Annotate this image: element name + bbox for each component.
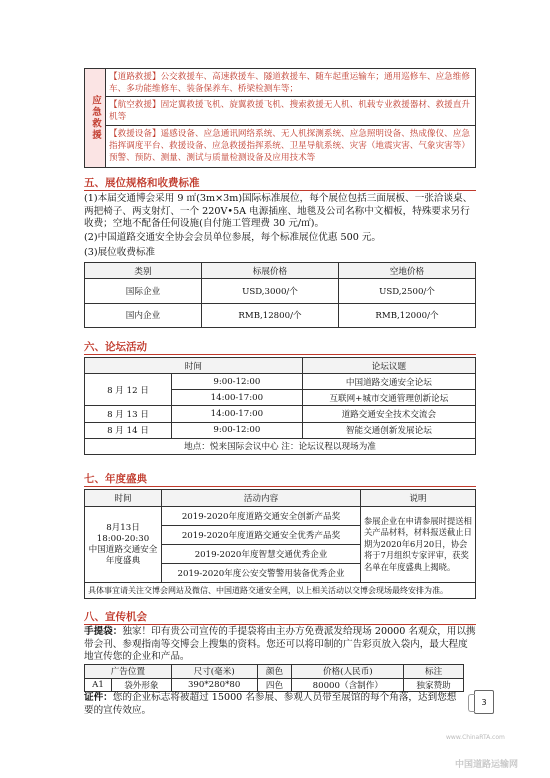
ceremony-header-time: 时间 bbox=[85, 490, 162, 507]
forum-header-topic: 论坛议题 bbox=[302, 358, 475, 374]
watermark: 中国道路运输网 bbox=[455, 760, 519, 770]
cert-paragraph bbox=[84, 692, 464, 717]
ceremony-table bbox=[84, 489, 476, 599]
bag-paragraph bbox=[84, 626, 476, 664]
ad-header-price: 价格(人民币) bbox=[292, 665, 404, 679]
forum-time: 9:00-12:00 bbox=[172, 422, 303, 438]
ad-header-position: 广告位置 bbox=[85, 665, 172, 679]
ad-remark: 独家赞助 bbox=[404, 678, 464, 692]
price-header-space: 空地价格 bbox=[339, 263, 476, 279]
price-header-standard: 标展价格 bbox=[202, 263, 339, 279]
ceremony-footer: 具体事宜请关注交博会网站及微信、中国道路交通安全网，以上相关活动以交博会现场最终安排为准。 bbox=[85, 583, 476, 599]
ad-color: 四色 bbox=[257, 678, 292, 692]
ad-header-color: 颜色 bbox=[257, 665, 292, 679]
section5-paragraph-2: (2)中国道路交通安全协会会员单位参展，每个标准展位优惠 500 元。 bbox=[84, 232, 382, 243]
price-header-category: 类别 bbox=[85, 263, 202, 279]
ceremony-header-note: 说明 bbox=[361, 490, 476, 507]
ad-price: 80000（含制作） bbox=[292, 678, 404, 692]
page-number: 3 bbox=[474, 690, 494, 714]
ad-header-size: 尺寸(毫米) bbox=[171, 665, 257, 679]
bag-text: 独家！印有贵公司宣传的手提袋将由主办方免费派发给现场 20000 名观众，用以携带会刊、参观指南等交博会上搜集的资料。您还可以将印制的广告彩页放入袋内，最大程度地宣传您的企业和产品。 bbox=[84, 626, 476, 663]
forum-topic: 互联网+城市交通管理创新论坛 bbox=[302, 390, 475, 406]
forum-topic: 道路交通安全技术交流会 bbox=[302, 406, 475, 422]
ad-table bbox=[84, 664, 464, 692]
rescue-line-air: 【航空救援】固定翼救援飞机、旋翼救援飞机、搜索救援无人机、机载专业救援器材、救援直升机等 bbox=[106, 97, 476, 125]
price-row-standard: USD,3000/个 bbox=[202, 279, 339, 304]
ad-header-remark: 标注 bbox=[404, 665, 464, 679]
ceremony-time: 8月13日 18:00-20:30 中国道路交通安全年度盛典 bbox=[85, 506, 162, 582]
cert-label: 证件： bbox=[84, 692, 113, 703]
section6-rule bbox=[84, 354, 476, 355]
ad-size: 390*280*80 bbox=[171, 678, 257, 692]
forum-time: 14:00-17:00 bbox=[172, 390, 303, 406]
section5-paragraph-1: (1)本届交通博会采用 9 ㎡(3m×3m)国际标准展位，每个展位包括三面展板、一张洽谈桌、两把椅子、两支射灯、一个 220V•5A 电源插座、地毯及公司名称中文楣板，特殊要求另行收费；空地不配备任何设施(自付施工管理费 30 元/㎡)。 bbox=[84, 193, 473, 230]
forum-topic: 中国道路交通安全论坛 bbox=[302, 374, 475, 390]
forum-time: 14:00-17:00 bbox=[172, 406, 303, 422]
section7-rule bbox=[84, 486, 476, 487]
ceremony-note: 参展企业在申请参展时提送相关产品材料，材料报送截止日期为2020年6月20日，协会将于7月组织专家评审，获奖名单在年度盛典上揭晓。 bbox=[361, 506, 476, 582]
section8-title: 八、宣传机会 bbox=[84, 611, 147, 623]
rescue-line-equipment: 【救援设备】遥感设备、应急通讯网络系统、无人机探测系统、应急照明设备、热成像仪、应急指挥调度平台、救援设备、应急救援指挥系统、卫星导航系统、灾害（地震灾害、气象灾害等）预警、预防、测量、测试与质量检测设备及应用技术等 bbox=[106, 125, 476, 167]
ceremony-item: 2019-2020年度公安交警警用装备优秀企业 bbox=[162, 564, 361, 583]
side-watermark: www.ChinaRTA.com bbox=[446, 734, 505, 741]
forum-topic: 智能交通创新发展论坛 bbox=[302, 422, 475, 438]
rescue-table bbox=[84, 68, 476, 168]
ceremony-item: 2019-2020年度道路交通安全创新产品奖 bbox=[162, 506, 361, 525]
ceremony-header-content: 活动内容 bbox=[162, 490, 361, 507]
cert-text: 您的企业标志将被超过 15000 名参展、参观人员带至展馆的每个角落，达到您想要的宣传效应。 bbox=[84, 692, 457, 716]
price-table bbox=[84, 262, 476, 328]
ceremony-item: 2019-2020年度智慧交通优秀企业 bbox=[162, 545, 361, 564]
forum-date: 8 月 14 日 bbox=[85, 422, 172, 438]
forum-time: 9:00-12:00 bbox=[172, 374, 303, 390]
section6-title: 六、论坛活动 bbox=[84, 341, 147, 353]
section8-rule bbox=[84, 624, 476, 625]
price-row-standard: RMB,12800/个 bbox=[202, 303, 339, 328]
forum-date: 8 月 12 日 bbox=[85, 374, 172, 406]
section7-title: 七、年度盛典 bbox=[84, 473, 147, 485]
forum-table bbox=[84, 357, 476, 455]
rescue-line-road: 【道路救援】公交救援车、高速救援车、隧道救援车、随车起重运输车；通用巡修车、应急维修车、多功能维修车、装备保养车、桥梁检测车等； bbox=[106, 69, 476, 97]
ceremony-item: 2019-2020年度道路交通安全优秀产品奖 bbox=[162, 526, 361, 545]
section5-paragraph-3: (3)展位收费标准 bbox=[84, 247, 156, 258]
ad-position: 袋外形象 bbox=[111, 678, 171, 692]
bag-label: 手提袋： bbox=[84, 626, 123, 637]
forum-date: 8 月 13 日 bbox=[85, 406, 172, 422]
price-row-space: RMB,12000/个 bbox=[339, 303, 476, 328]
forum-footer: 地点：悦来国际会议中心 注：论坛议程以现场为准 bbox=[85, 438, 476, 454]
ad-code: A1 bbox=[85, 678, 112, 692]
price-row-category: 国内企业 bbox=[85, 303, 202, 328]
price-row-category: 国际企业 bbox=[85, 279, 202, 304]
rescue-vertical-label: 应急救援 bbox=[85, 69, 106, 168]
forum-header-time: 时间 bbox=[85, 358, 303, 374]
price-row-space: USD,2500/个 bbox=[339, 279, 476, 304]
section5-rule bbox=[84, 190, 476, 191]
section5-title: 五、展位规格和收费标准 bbox=[84, 177, 200, 189]
